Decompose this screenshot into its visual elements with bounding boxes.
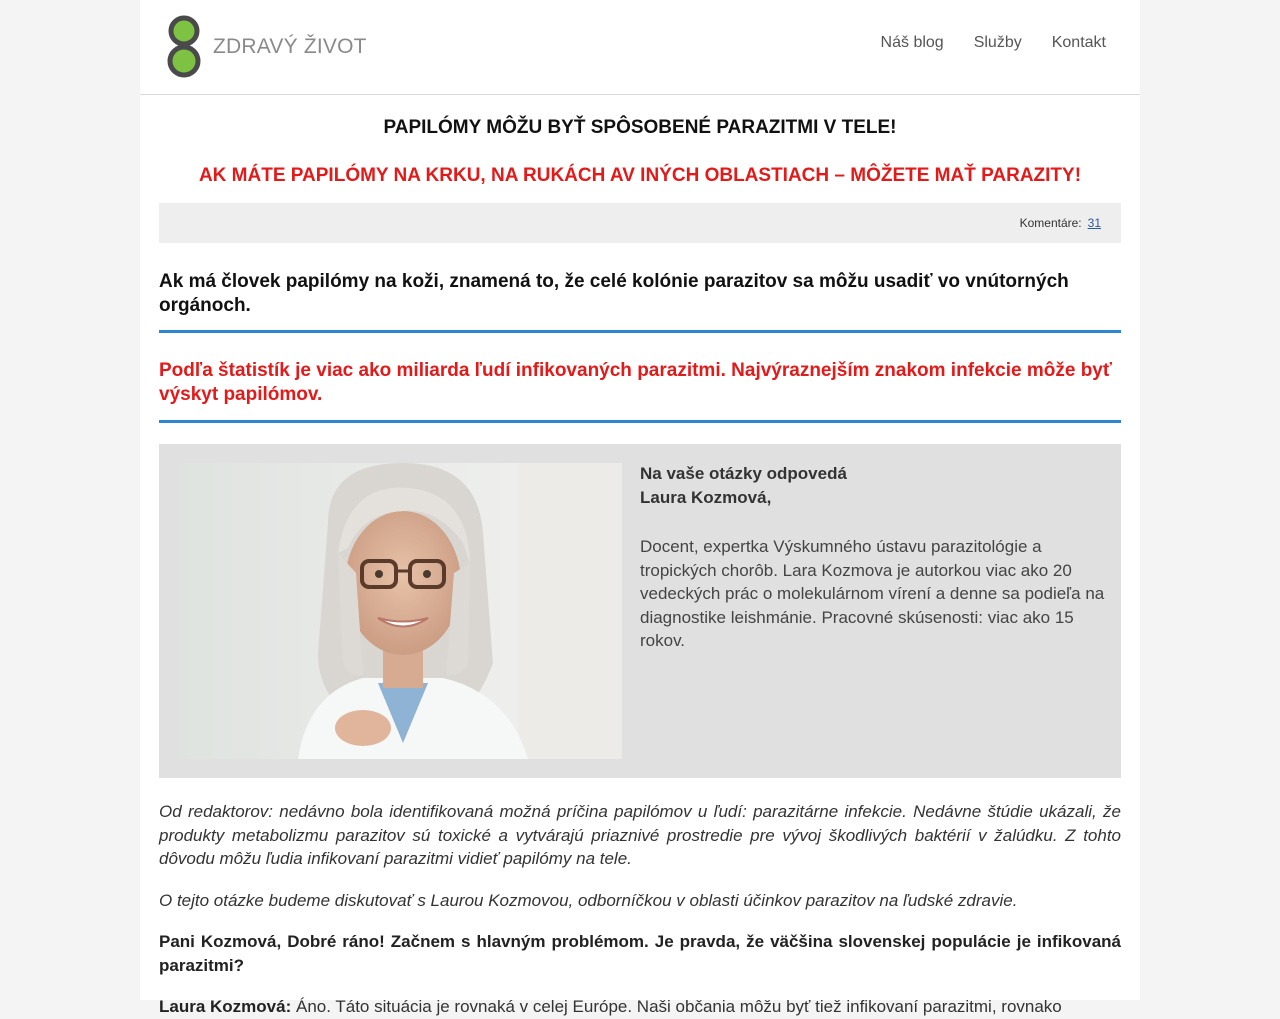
answer-speaker: Laura Kozmová: [159,997,292,1016]
expert-bio: Docent, expertka Výskumného ústavu parazitológie a tropických chorôb. Lara Kozmova je autorkou viac ako 20 vedeckých prác o molekulárnom vírení a denne sa podieľa na diagnostike leishmánie. Pracovné skúsenosti: viac ako 15 rokov. [640,537,1105,650]
logo-text: ZDRAVÝ ŽIVOT [213,35,367,58]
expert-info [640,462,1105,653]
site-header [140,0,1140,95]
editor-note: Od redaktorov: nedávno bola identifikovaná možná príčina papilómov u ľudí: parazitárne infekcie. Nedávne štúdie ukázali, že produkty metabolizmu parazitov sú toxické a vytvárajú priaznivé prostredie pre vývoj škodlivých baktérií v žalúdku. Z tohto dôvodu môžu ľudia infikovaní parazitmi vidieť papilómy na tele. [159,802,1121,868]
expert-name: Laura Kozmová, [640,487,772,507]
expert-photo [178,463,622,759]
article-meta-bar [159,203,1121,243]
expert-portrait-image [178,463,622,759]
interview-intro: O tejto otázke budeme diskutovať s Laurou Kozmovou, odborníčkou v oblasti účinkov parazitov na ľudské zdravie. [159,890,1018,910]
nav-blog[interactable]: Náš blog [880,34,944,51]
expert-heading [640,462,1105,509]
interview-question: Pani Kozmová, Dobré ráno! Začnem s hlavným problémom. Je pravda, že väčšina slovenskej populácie je infikovaná parazitmi? [159,932,1121,975]
article-lead-highlight: Podľa štatistík je viac ako miliarda ľudí infikovaných parazitmi. Najvýraznejším znakom infekcie môže byť výskyt papilómov. [159,333,1121,423]
article-content [140,95,1140,1019]
answer-text: Áno. Táto situácia je rovnaká v celej Európe. Naši občania môžu byť tiež infikovaní parazitmi, rovnako [295,997,1062,1016]
nav-contact[interactable]: Kontakt [1051,34,1106,51]
site-logo[interactable] [165,16,367,78]
nav-services[interactable]: Služby [973,34,1022,51]
expert-box [159,444,1121,778]
expert-heading-line1: Na vaše otázky odpovedá [640,464,847,483]
article-lead: Ak má človek papilómy na koži, znamená to, že celé kolónie parazitov sa môžu usadiť vo vnútorných orgánoch. [159,243,1121,333]
page [140,0,1140,1016]
comments-count-link[interactable]: 31 [1087,216,1101,230]
article-title: PAPILÓMY MÔŽU BYŤ SPÔSOBENÉ PARAZITMI V TELE! [383,117,897,138]
logo-figure-eight-icon [165,16,203,78]
article-subtitle: AK MÁTE PAPILÓMY NA KRKU, NA RUKÁCH AV INÝCH OBLASTIACH – MÔŽETE MAŤ PARAZITY! [198,165,1082,186]
interview-answer [159,977,1121,1019]
comments-counter [1020,216,1101,230]
comments-label: Komentáre: [1019,216,1082,230]
main-nav [881,34,1106,52]
article-body [159,778,1121,1019]
